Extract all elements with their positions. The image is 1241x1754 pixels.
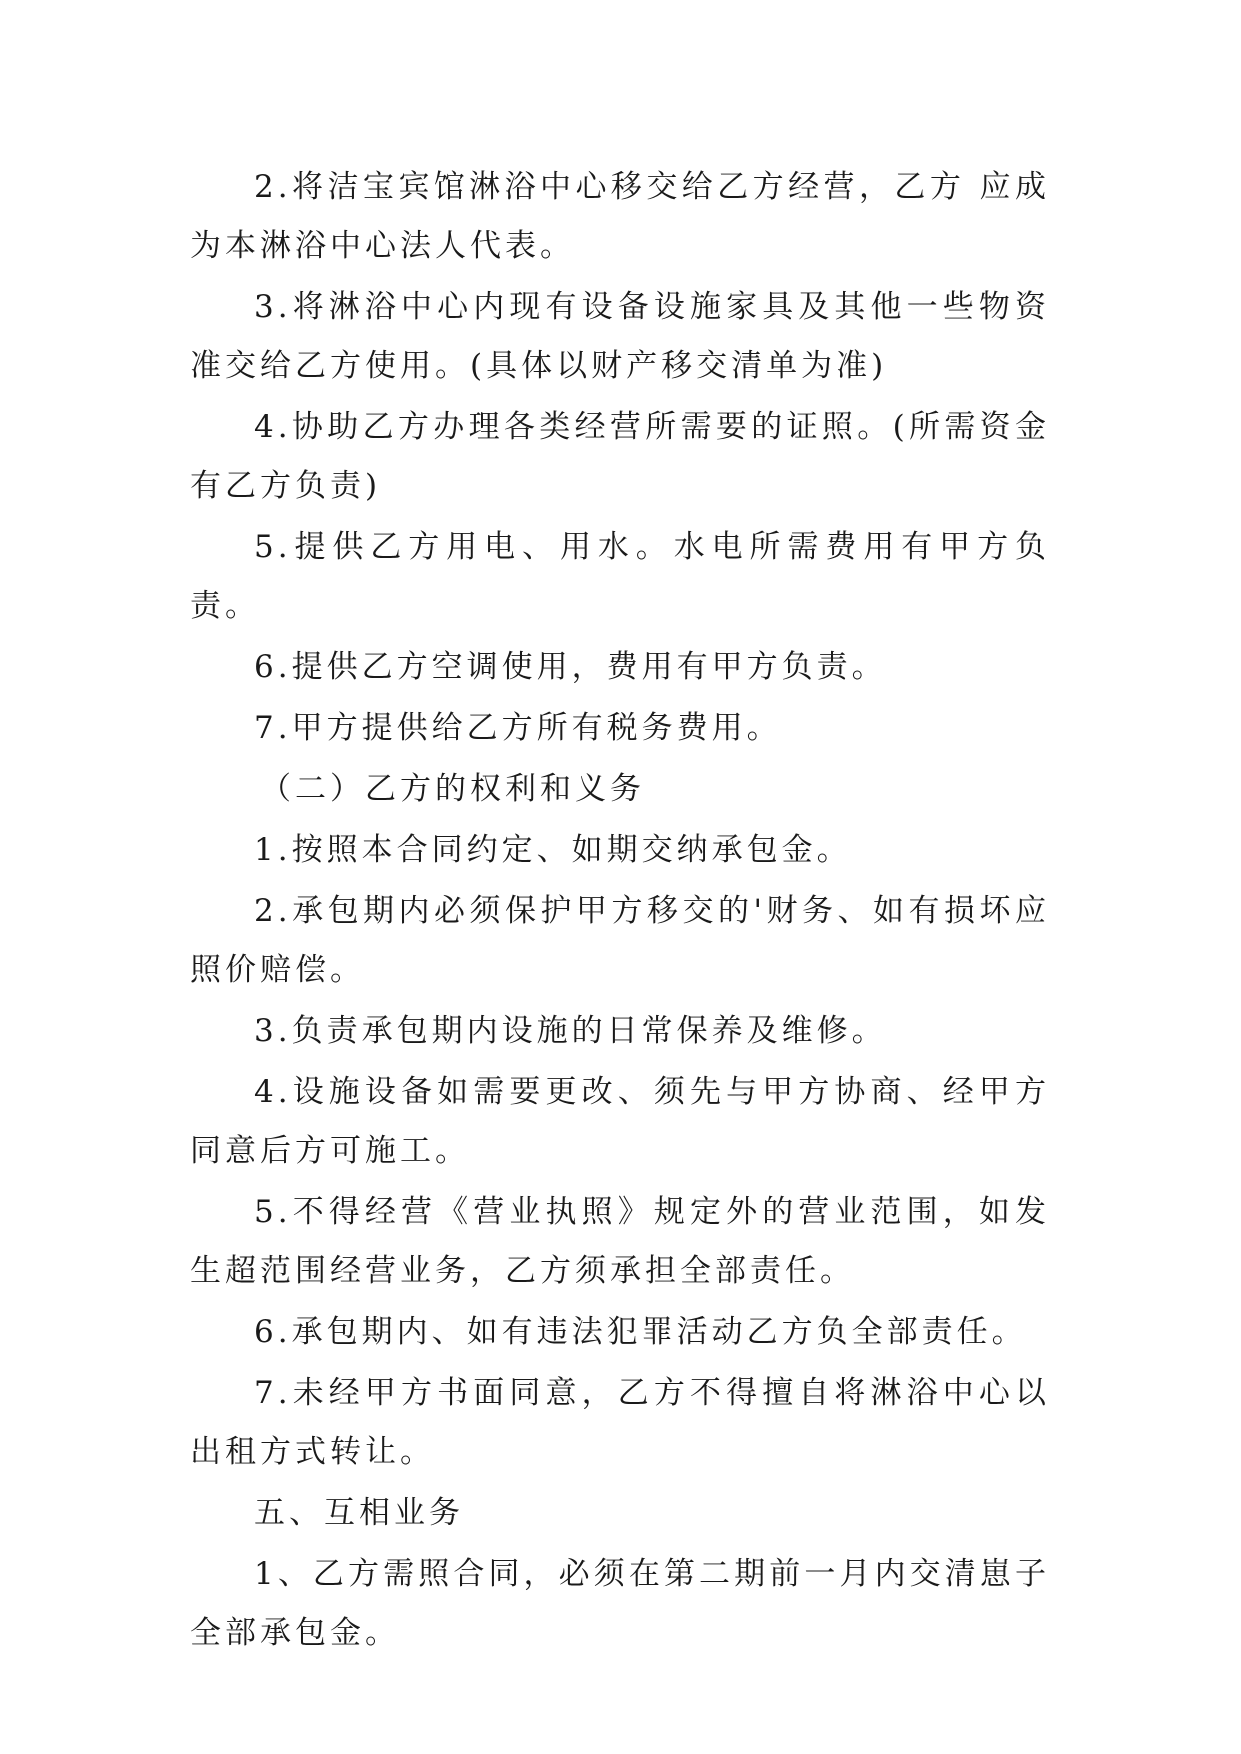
duty-2-protect-property: 2.承包期内必须保护甲方移交的'财务、如有损坏应照价赔偿。: [190, 893, 1050, 988]
clause-6-air-conditioning: 6.提供乙方空调使用，费用有甲方负责。: [254, 649, 887, 685]
duty-1-payment: 1.按照本合同约定、如期交纳承包金。: [254, 832, 852, 868]
section-heading-party-b-rights: （二）乙方的权利和义务: [260, 771, 645, 807]
clause-5-utilities: 5.提供乙方用电、用水。水电所需费用有甲方负责。: [190, 529, 1050, 624]
duty-7-no-sublease: 7.未经甲方书面同意，乙方不得擅自将淋浴中心以出租方式转让。: [190, 1375, 1050, 1470]
duty-3-maintenance: 3.负责承包期内设施的日常保养及维修。: [254, 1013, 887, 1049]
duty-6-illegal-activity: 6.承包期内、如有违法犯罪活动乙方负全部责任。: [254, 1314, 1027, 1350]
clause-7-tax: 7.甲方提供给乙方所有税务费用。: [254, 710, 782, 746]
section-heading-mutual-business: 五、互相业务: [254, 1495, 464, 1531]
clause-3-equipment-handover: 3.将淋浴中心内现有设备设施家具及其他一些物资准交给乙方使用。(具体以财产移交清单为准): [190, 289, 1050, 384]
clause-4-licenses: 4.协助乙方办理各类经营所需要的证照。(所需资金有乙方负责): [190, 409, 1050, 504]
document-body: [190, 158, 1050, 1665]
clause-2-transfer-bath-center: 2.将洁宝宾馆淋浴中心移交给乙方经营，乙方 应成为本淋浴中心法人代表。: [190, 169, 1050, 264]
duty-4-modifications: 4.设施设备如需要更改、须先与甲方协商、经甲方同意后方可施工。: [190, 1074, 1050, 1169]
duty-5-business-scope: 5.不得经营《营业执照》规定外的营业范围，如发生超范围经营业务，乙方须承担全部责任。: [190, 1194, 1050, 1289]
mutual-1-payment-deadline: 1、乙方需照合同，必须在第二期前一月内交清崽子全部承包金。: [190, 1556, 1050, 1651]
